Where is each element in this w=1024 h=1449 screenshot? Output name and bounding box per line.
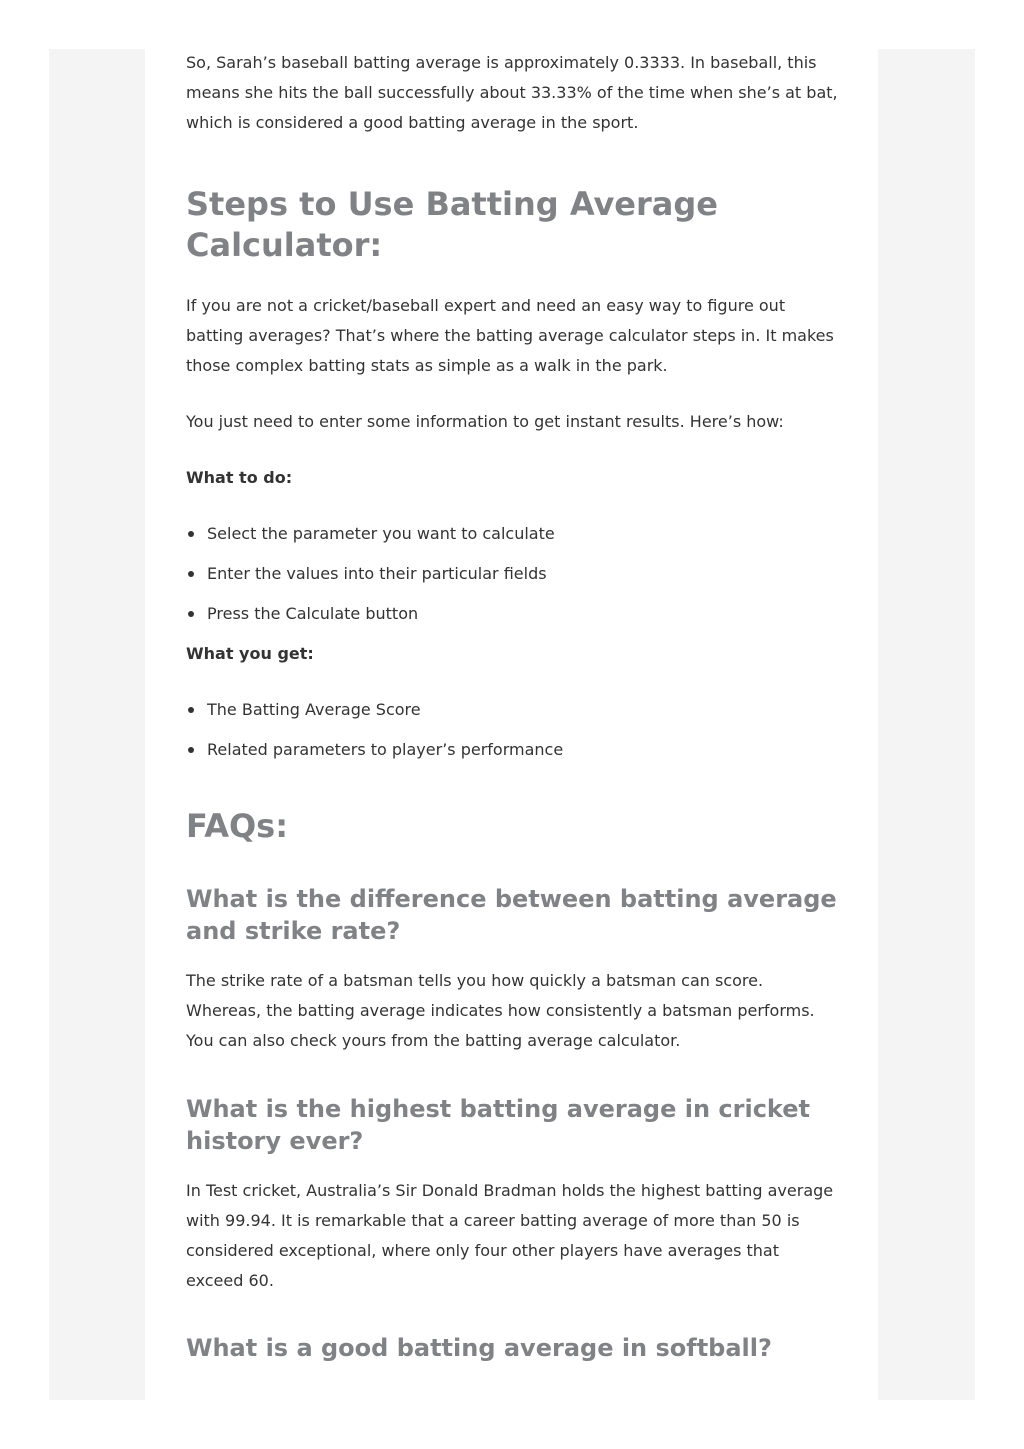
what-to-do-label: What to do:	[186, 468, 293, 487]
steps-paragraph-2: You just need to enter some information to get instant results. Here’s how:	[186, 412, 784, 431]
what-you-get-list	[186, 695, 841, 765]
list-item: Related parameters to player’s performance	[186, 735, 841, 765]
steps-heading: Steps to Use Batting Average Calculator:	[186, 185, 718, 264]
list-item: Select the parameter you want to calculate	[186, 519, 841, 549]
list-item: Press the Calculate button	[186, 599, 841, 629]
intro-paragraph: So, Sarah’s baseball batting average is approximately 0.3333. In baseball, this means she hits the ball successfully about 33.33% of the time when she’s at bat, which is considered a good batting average in the sport.	[186, 53, 838, 132]
article-column	[145, 49, 878, 1400]
faq-question: What is the highest batting average in cricket history ever?	[186, 1095, 810, 1155]
list-item: The Batting Average Score	[186, 695, 841, 725]
what-to-do-list	[186, 519, 841, 629]
faq-question: What is the difference between batting average and strike rate?	[186, 885, 837, 945]
what-you-get-label: What you get:	[186, 644, 314, 663]
steps-paragraph-1: If you are not a cricket/baseball expert and need an easy way to figure out batting averages? That’s where the batting average calculator steps in. It makes those complex batting stats as simple as a walk in the park.	[186, 296, 834, 375]
faq-answer: In Test cricket, Australia’s Sir Donald Bradman holds the highest batting average with 99.94. It is remarkable that a career batting average of more than 50 is considered exceptional, where only four other players have averages that exceed 60.	[186, 1181, 834, 1290]
faq-question: What is a good batting average in softball?	[186, 1334, 772, 1362]
faq-answer: The strike rate of a batsman tells you how quickly a batsman can score. Whereas, the batting average indicates how consistently a batsman performs. You can also check yours from the batting average calculator.	[186, 971, 815, 1050]
page-frame	[49, 49, 975, 1400]
article-content	[186, 49, 841, 1364]
faqs-heading: FAQs:	[186, 807, 288, 845]
list-item: Enter the values into their particular fields	[186, 559, 841, 589]
